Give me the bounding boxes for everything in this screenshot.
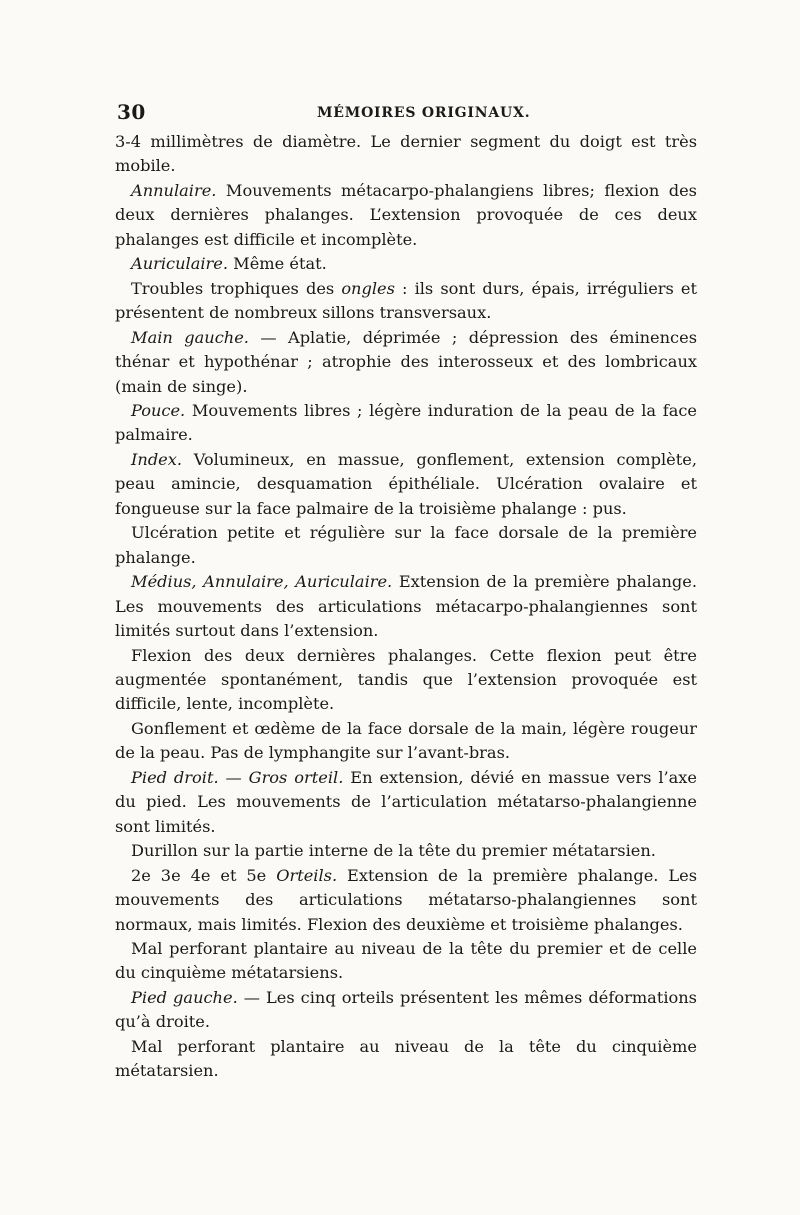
paragraph xyxy=(115,986,697,1035)
paragraph-label: Pied droit. — Gros orteil. xyxy=(131,767,344,787)
paragraph-text: 3-4 millimètres de diamètre. Le dernier segment du doigt est très mobile. xyxy=(115,132,697,176)
paragraph-text: Durillon sur la partie interne de la tête du premier métatarsien. xyxy=(131,841,656,861)
paragraph-text: Extension de la première phalange. Les mouvements des articulations métatarso-phalangiennes sont normaux, mais limités. Flexion des deuxième et troisième phalanges. xyxy=(115,865,697,934)
paragraph-text: Extension de la première phalange. Les mouvements des articulations métacarpo-phalangiennes sont limités surtout dans l’extension. xyxy=(115,572,697,641)
paragraph xyxy=(115,644,697,717)
paragraph-text: 2e 3e 4e et 5e xyxy=(131,865,277,885)
paragraph xyxy=(115,521,697,570)
paragraph-label: Orteils. xyxy=(276,865,338,885)
paragraph xyxy=(115,864,697,937)
paragraph-label: ongles xyxy=(341,278,395,298)
paragraph xyxy=(115,839,697,863)
paragraph-label: Auriculaire. xyxy=(131,254,228,274)
paragraph-text: Mouvements métacarpo-phalangiens libres; flexion des deux dernières phalanges. L’extension provoquée de ces deux phalanges est difficile et incomplète. xyxy=(115,180,697,249)
paragraph-text: Mal perforant plantaire au niveau de la tête du premier et de celle du cinquième métatarsiens. xyxy=(115,938,697,983)
paragraph-text: Mal perforant plantaire au niveau de la tête du cinquième métatarsien. xyxy=(115,1036,697,1081)
paragraph-text: : ils sont durs, épais, irréguliers et présentent de nombreux sillons transversaux. xyxy=(115,278,697,323)
paragraph-text: Volumineux, en massue, gonflement, extension complète, peau amincie, desquamation épithéliale. Ulcération ovalaire et fongueuse sur la face palmaire de la troisième phalange : pus. xyxy=(115,449,697,518)
paragraph xyxy=(115,937,697,986)
paragraph xyxy=(115,179,697,252)
paragraph-label: Index. xyxy=(131,449,183,469)
paragraph-label: Médius, Annulaire, Auriculaire. xyxy=(131,572,393,592)
paragraph-text: Gonflement et œdème de la face dorsale de la main, légère rougeur de la peau. Pas de lymphangite sur l’avant-bras. xyxy=(115,718,697,763)
body-text xyxy=(115,130,697,1084)
paragraph xyxy=(115,570,697,643)
paragraph-text: Ulcération petite et régulière sur la face dorsale de la première phalange. xyxy=(115,523,697,567)
paragraph-text: Même état. xyxy=(228,254,327,274)
paragraph xyxy=(115,766,697,839)
paragraph-label: Main gauche. xyxy=(131,327,249,347)
paragraph xyxy=(115,277,697,326)
paragraph-text: Mouvements libres ; légère induration de la peau de la face palmaire. xyxy=(115,400,697,445)
paragraph-text: Flexion des deux dernières phalanges. Cette flexion peut être augmentée spontanément, tandis que l’extension provoquée est difficile, lente, incomplète. xyxy=(115,645,697,714)
paragraph xyxy=(115,252,697,276)
paragraph xyxy=(115,130,697,179)
paragraph xyxy=(115,326,697,399)
paragraph-text: En extension, dévié en massue vers l’axe du pied. Les mouvements de l’articulation métatarso-phalangienne sont limités. xyxy=(115,767,698,836)
paragraph xyxy=(115,717,697,766)
paragraph-label: Annulaire. xyxy=(131,180,217,200)
running-head: MÉMOIRES ORIGINAUX. xyxy=(317,105,531,121)
page-header xyxy=(117,100,697,126)
page-number: 30 xyxy=(117,100,146,124)
paragraph xyxy=(115,399,697,448)
paragraph-label: Pouce. xyxy=(131,400,186,420)
paragraph-text: — Aplatie, déprimée ; dépression des éminences thénar et hypothénar ; atrophie des interosseux et des lombricaux (main de singe). xyxy=(115,327,698,396)
paragraph xyxy=(115,1035,697,1084)
paragraph-text: Troubles trophiques des xyxy=(131,278,342,298)
paragraph-text: — Les cinq orteils présentent les mêmes déformations qu’à droite. xyxy=(115,987,697,1032)
paragraph xyxy=(115,448,697,521)
paragraph-label: Pied gauche. xyxy=(131,987,238,1007)
